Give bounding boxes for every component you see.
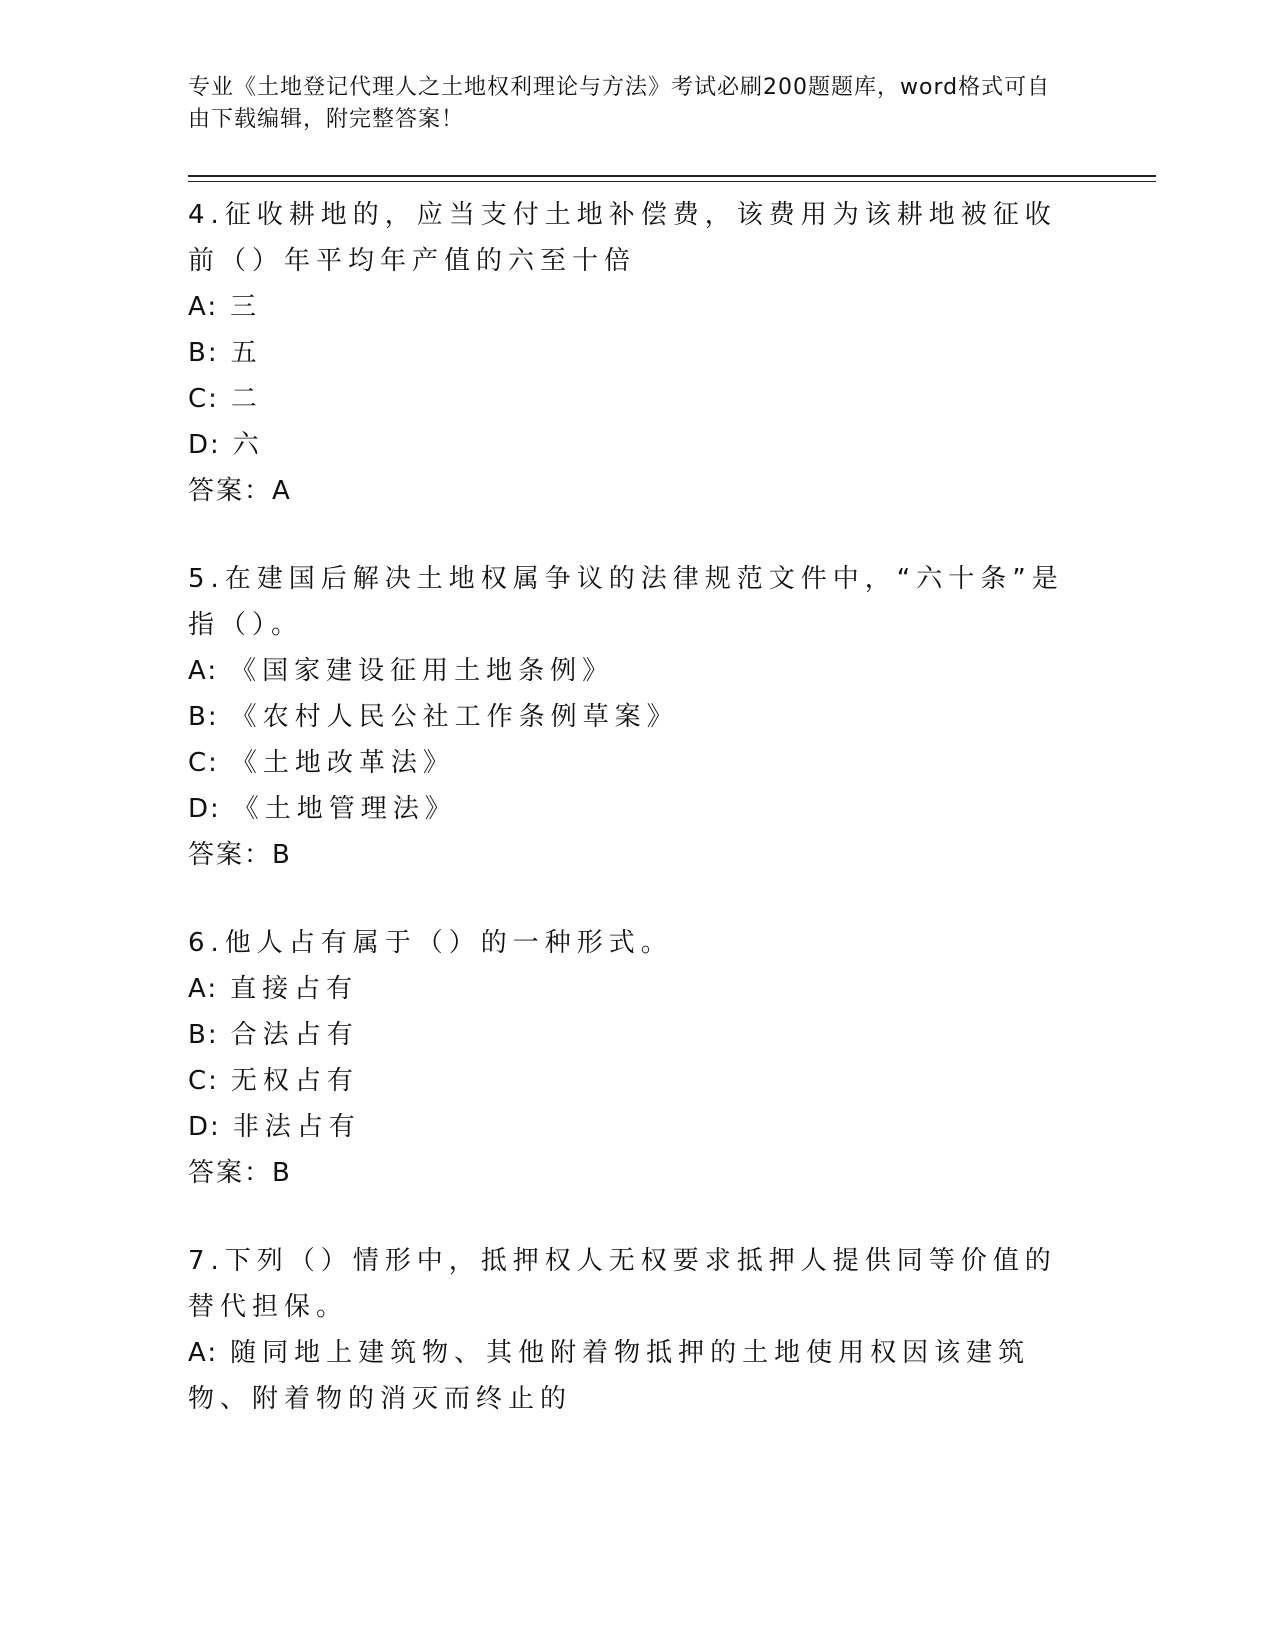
option-c: C: 二	[188, 384, 263, 414]
question-6	[188, 920, 1088, 1196]
question-4	[188, 192, 1088, 514]
option-a: A: 随同地上建筑物、其他附着物抵押的土地使用权因该建筑物、附着物的消灭而终止的	[188, 1338, 1031, 1414]
header-text: 专业《土地登记代理人之土地权利理论与方法》考试必刷200题题库，word格式可自由下载编辑，附完整答案！	[188, 75, 1051, 132]
option-a: A: 直接占有	[188, 974, 359, 1004]
question-text: 6.他人占有属于（）的一种形式。	[188, 928, 673, 958]
option-d: D: 非法占有	[188, 1112, 361, 1142]
option-a: A: 三	[188, 292, 263, 322]
option-c: C: 《土地改革法》	[188, 748, 455, 778]
question-text: 4.征收耕地的，应当支付土地补偿费，该费用为该耕地被征收前（）年平均年产值的六至十倍	[188, 200, 1057, 276]
option-c: C: 无权占有	[188, 1066, 359, 1096]
header-divider-thin	[188, 181, 1156, 182]
option-a: A: 《国家建设征用土地条例》	[188, 656, 615, 686]
option-b: B: 合法占有	[188, 1020, 359, 1050]
answer: 答案：B	[188, 840, 292, 870]
answer: 答案：A	[188, 476, 292, 506]
question-7	[188, 1238, 1088, 1422]
header-divider-thick	[188, 175, 1156, 177]
option-b: B: 《农村人民公社工作条例草案》	[188, 702, 679, 732]
answer: 答案：B	[188, 1158, 292, 1188]
question-text: 5.在建国后解决土地权属争议的法律规范文件中，“六十条”是指（）。	[188, 564, 1064, 640]
option-d: D: 六	[188, 430, 265, 460]
option-b: B: 五	[188, 338, 263, 368]
question-text: 7.下列（）情形中，抵押权人无权要求抵押人提供同等价值的替代担保。	[188, 1246, 1057, 1322]
question-5	[188, 556, 1088, 878]
option-d: D: 《土地管理法》	[188, 794, 457, 824]
question-list	[188, 192, 1088, 1464]
